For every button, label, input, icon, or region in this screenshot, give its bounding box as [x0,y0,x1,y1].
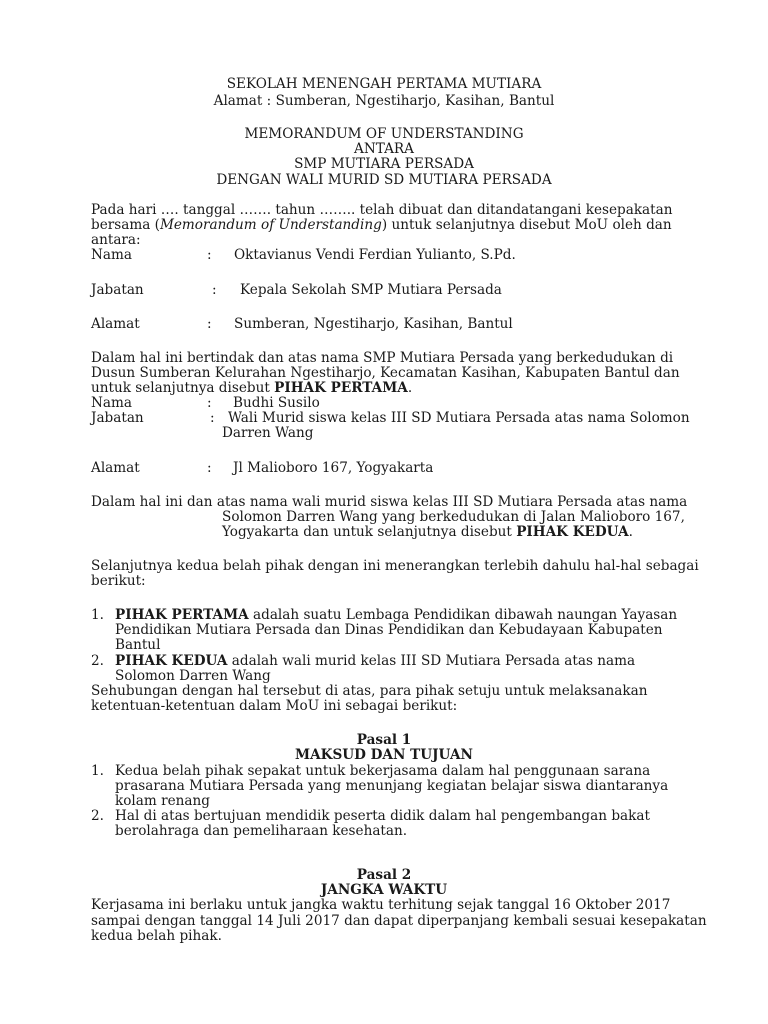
party2-jabatan-value: Darren Wang [222,425,314,441]
pasal1-item-text: Kedua belah pihak sepakat untuk bekerjasama dalam hal penggunaan sarana [115,763,651,779]
intro-line: Pada hari …. tanggal ……. tahun …….. telah dibuat dan ditandatangani kesepakatan [91,202,673,218]
pasal1-item-text: kolam renang [115,793,210,809]
party1-jabatan-value: Kepala Sekolah SMP Mutiara Persada [240,282,502,298]
party1-jabatan-label: Jabatan [91,282,144,298]
pasal2-text: kedua belah pihak. [91,928,222,944]
party2-alamat-value: Jl Malioboro 167, Yogyakarta [233,460,434,476]
party2-nama-value: Budhi Susilo [233,395,320,411]
mou-title-party1: SMP MUTIARA PERSADA [294,156,474,172]
pasal1-item-number: 2. [91,808,104,824]
party1-nama-label: Nama [91,247,132,263]
pasal2-text: Kerjasama ini berlaku untuk jangka waktu terhitung sejak tanggal 16 Oktober 2017 [91,897,671,913]
party2-description: Dalam hal ini dan atas nama wali murid siswa kelas III SD Mutiara Persada atas nama [91,494,688,510]
mou-title: MEMORANDUM OF UNDERSTANDING [244,126,524,142]
party2-jabatan-colon: : [210,410,215,426]
intro-line: antara: [91,232,141,248]
party2-nama-label: Nama [91,395,132,411]
party2-alamat-colon: : [207,460,212,476]
party1-jabatan-colon: : [212,282,217,298]
party1-alamat-label: Alamat [91,316,140,332]
pasal1-label: Pasal 1 [356,732,412,748]
party2-alamat-label: Alamat [91,460,140,476]
pasal1-title: MAKSUD DAN TUJUAN [295,747,473,763]
intro-italic-term: Memorandum of Understanding [159,217,382,233]
intro-line: bersama (Memorandum of Understanding) untuk selanjutnya disebut MoU oleh dan [91,217,672,233]
point-text: Bantul [115,637,161,653]
pasal2-label: Pasal 2 [356,867,412,883]
party2-jabatan-label: Jabatan [91,410,144,426]
pihak-pertama-label: PIHAK PERTAMA [274,380,408,396]
school-address: Alamat : Sumberan, Ngestiharjo, Kasihan, Bantul [213,93,555,109]
party2-jabatan-value: Wali Murid siswa kelas III SD Mutiara Persada atas nama Solomon [228,410,690,426]
party1-description: untuk selanjutnya disebut PIHAK PERTAMA. [91,380,413,396]
party1-nama-colon: : [207,247,212,263]
point-number: 2. [91,653,104,669]
party1-description: Dusun Sumberan Kelurahan Ngestiharjo, Kecamatan Kasihan, Kabupaten Bantul dan [91,365,680,381]
point-text: Solomon Darren Wang [115,668,271,684]
mou-title-party2: DENGAN WALI MURID SD MUTIARA PERSADA [216,172,552,188]
pihak-pertama-label: PIHAK PERTAMA [115,607,249,623]
point-number: 1. [91,607,104,623]
pasal1-item-text: Hal di atas bertujuan mendidik peserta didik dalam hal pengembangan bakat [115,808,650,824]
party2-description: Solomon Darren Wang yang berkedudukan di Jalan Malioboro 167, [222,509,685,525]
party1-alamat-value: Sumberan, Ngestiharjo, Kasihan, Bantul [234,316,513,332]
pihak-kedua-label: PIHAK KEDUA [516,524,629,540]
statement-line: berikut: [91,573,146,589]
agreement-line: ketentuan-ketentuan dalam MoU ini sebagai berikut: [91,698,458,714]
school-name: SEKOLAH MENENGAH PERTAMA MUTIARA [226,76,542,92]
pasal1-item-text: prasarana Mutiara Persada yang menunjang kegiatan belajar siswa diantaranya [115,778,669,794]
party2-nama-colon: : [207,395,212,411]
pasal1-item-text: berolahraga dan pemeliharaan kesehatan. [115,823,408,839]
party1-alamat-colon: : [207,316,212,332]
mou-title-antara: ANTARA [354,141,414,157]
pasal2-text: sampai dengan tanggal 14 Juli 2017 dan dapat diperpanjang kembali sesuai kesepakatan [91,913,707,929]
agreement-line: Sehubungan dengan hal tersebut di atas, para pihak setuju untuk melaksanakan [91,683,648,699]
point-text: PIHAK KEDUA adalah wali murid kelas III SD Mutiara Persada atas nama [115,653,636,669]
statement-line: Selanjutnya kedua belah pihak dengan ini menerangkan terlebih dahulu hal-hal sebagai [91,558,699,574]
pasal1-item-number: 1. [91,763,104,779]
party1-description: Dalam hal ini bertindak dan atas nama SMP Mutiara Persada yang berkedudukan di [91,350,674,366]
pasal2-title: JANGKA WAKTU [320,882,448,898]
party2-description: Yogyakarta dan untuk selanjutnya disebut PIHAK KEDUA. [222,524,633,540]
point-text: Pendidikan Mutiara Persada dan Dinas Pendidikan dan Kebudayaan Kabupaten [115,622,663,638]
point-text: PIHAK PERTAMA adalah suatu Lembaga Pendidikan dibawah naungan Yayasan [115,607,678,623]
party1-nama-value: Oktavianus Vendi Ferdian Yulianto, S.Pd. [234,247,516,263]
pihak-kedua-label: PIHAK KEDUA [115,653,228,669]
